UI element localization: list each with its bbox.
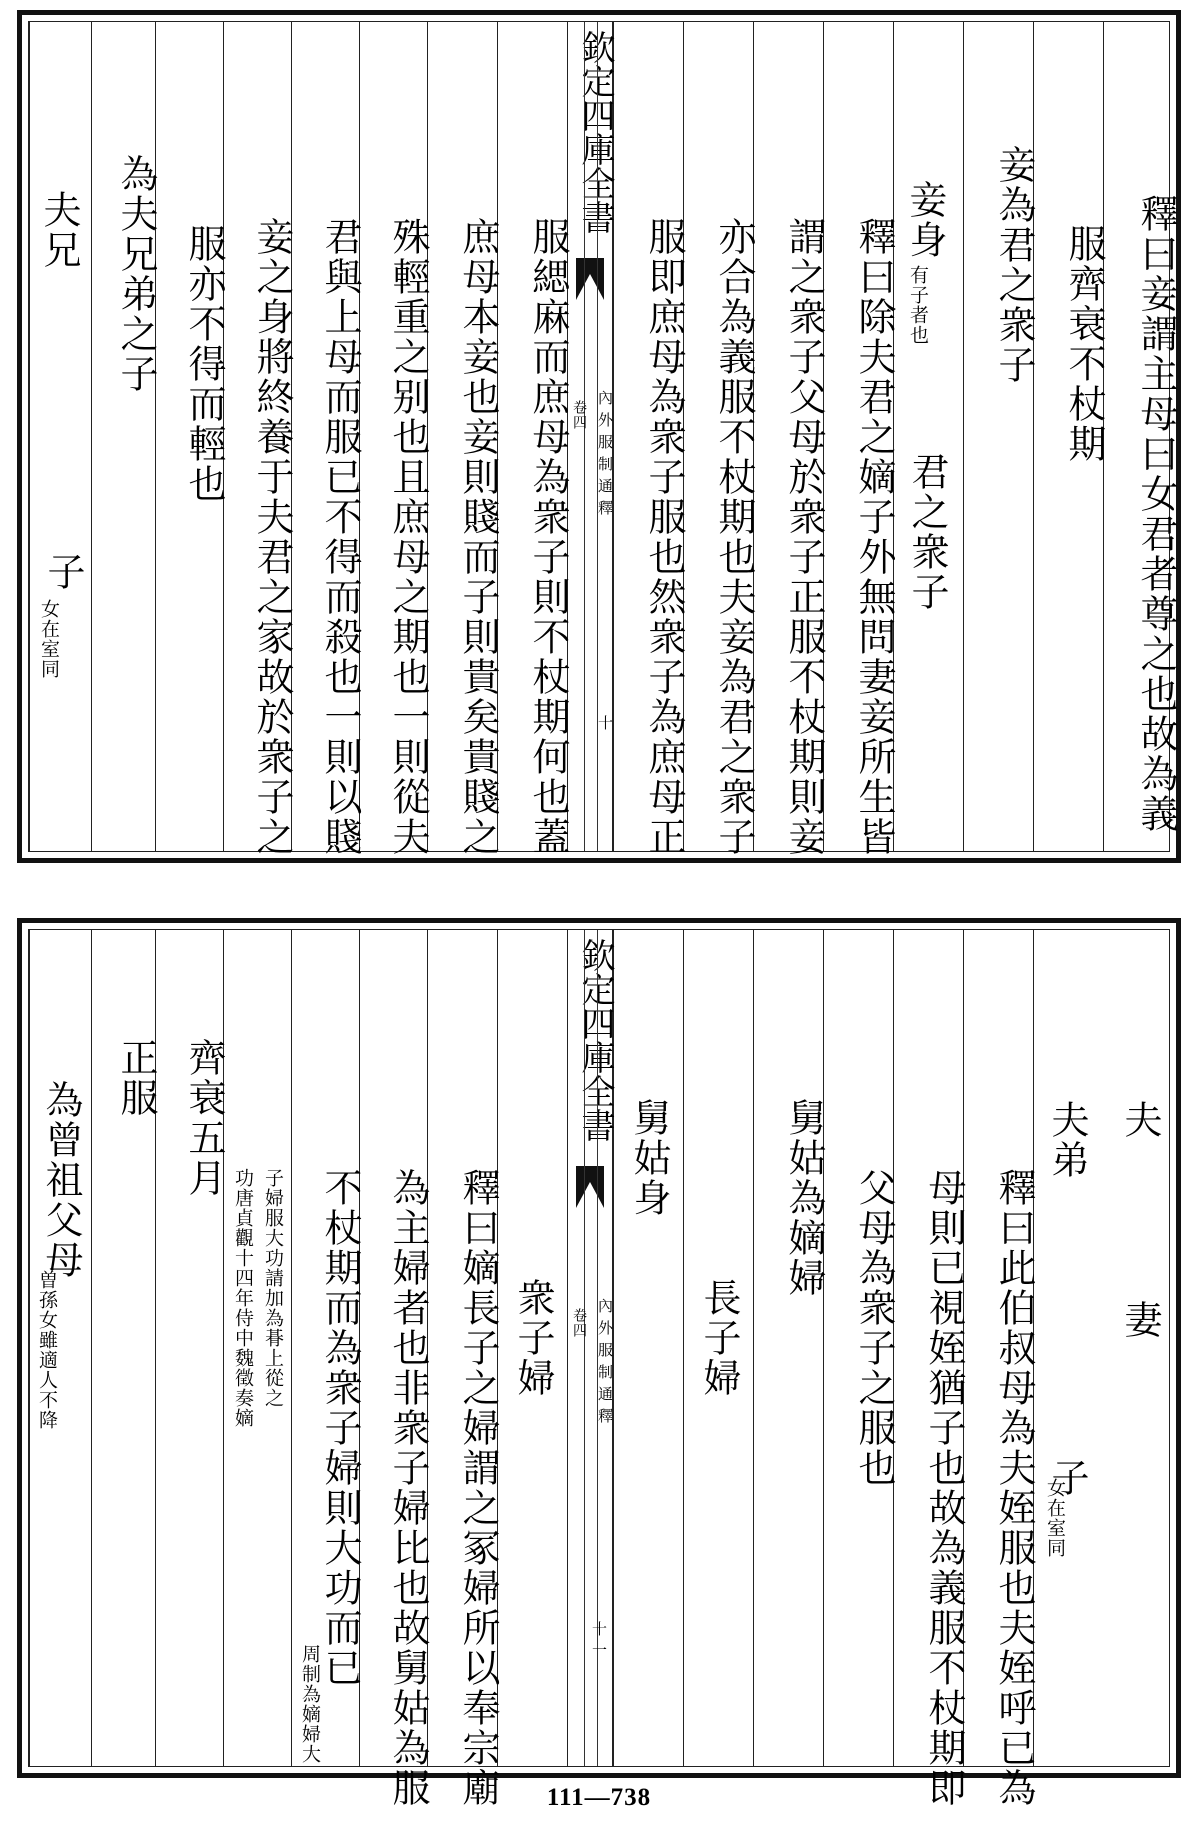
column-text-lower: 君之衆子 xyxy=(905,452,949,612)
column-text-lower: 子 xyxy=(41,552,85,592)
column-text: 夫 xyxy=(1118,1100,1162,1140)
text-column xyxy=(155,22,226,851)
column-annotation: 女在室同 xyxy=(38,599,60,679)
column-text: 服齊衰不杖期 xyxy=(1062,224,1106,464)
column-text: 釋曰此伯叔母為夫姪服也夫姪呼已為 xyxy=(992,1168,1036,1808)
top-page-frame xyxy=(28,21,1178,857)
column-text: 母則已視姪猶子也故為義服不杖期即 xyxy=(922,1168,966,1808)
column-text: 父母為衆子之服也 xyxy=(852,1168,896,1488)
column-text: 庶母本妾也妾則賤而子則貴矣貴賤之 xyxy=(456,217,500,857)
column-text: 釋曰除夫君之嫡子外無問妻妾所生皆 xyxy=(852,217,896,857)
column-text: 服亦不得而輕也 xyxy=(182,224,226,504)
column-text: 妾身 xyxy=(903,180,947,260)
text-column xyxy=(359,930,430,1808)
fishtail-mark xyxy=(576,258,604,300)
text-column xyxy=(753,22,826,857)
fold-line xyxy=(584,22,585,851)
text-column xyxy=(823,22,896,857)
column-text: 為主婦者也非衆子婦比也故舅姑為服 xyxy=(386,1168,430,1808)
column-text: 舅姑身 xyxy=(627,1098,671,1218)
text-column xyxy=(29,22,91,851)
book-title: 欽定四庫全書 xyxy=(575,938,615,1142)
column-text: 殊輕重之别也且庶母之期也一則從夫 xyxy=(386,217,430,857)
column-text: 妾為君之衆子 xyxy=(992,145,1036,385)
volume-label: 卷四 xyxy=(571,1308,587,1338)
column-text: 夫兄 xyxy=(37,190,81,270)
text-column xyxy=(291,22,362,857)
column-annotation: 曽孫女雖適人不降 xyxy=(36,1270,58,1430)
text-column xyxy=(427,930,500,1808)
column-text: 衆子婦 xyxy=(511,1278,555,1398)
text-column xyxy=(893,930,966,1808)
text-column xyxy=(497,22,570,857)
column-annotation: 女在室同 xyxy=(1044,1478,1066,1558)
column-text: 為夫兄弟之子 xyxy=(114,154,158,394)
text-column xyxy=(613,22,686,857)
column-text-lower: 子 xyxy=(1045,1458,1089,1498)
text-column xyxy=(893,22,963,851)
text-column xyxy=(613,930,683,1766)
text-column xyxy=(29,930,91,1766)
text-column xyxy=(91,22,158,851)
text-column xyxy=(1033,22,1106,851)
volume-label: 卷四 xyxy=(571,400,587,430)
text-column xyxy=(155,930,226,1766)
column-annotation: 有子者也 xyxy=(907,265,929,345)
top-page xyxy=(17,10,1181,863)
text-column xyxy=(963,930,1036,1808)
column-annotation: 功唐貞觀十四年侍中魏徵奏嫡 xyxy=(232,1168,254,1428)
column-text: 不杖期而為衆子婦則大功而已 xyxy=(318,1168,362,1688)
column-text: 君與上母而服已不得而殺也一則以賤 xyxy=(318,217,362,857)
text-column xyxy=(1103,930,1175,1766)
folio-number: 十 xyxy=(598,714,614,732)
text-column xyxy=(683,930,753,1766)
text-column xyxy=(1103,22,1178,851)
text-column xyxy=(223,930,291,1766)
column-text: 謂之衆子父母於衆子正服不杖期則妾 xyxy=(782,217,826,857)
work-title-label: 內外服制通釋 xyxy=(596,1298,614,1430)
column-annotation: 周制為嫡婦大 xyxy=(299,1644,321,1764)
column-text: 釋曰妾謂主母曰女君者尊之也故為義 xyxy=(1134,194,1178,834)
column-annotation: 子婦服大功請加為朞上從之 xyxy=(262,1168,284,1408)
column-text: 齊衰五月 xyxy=(182,1038,226,1198)
text-column xyxy=(1033,930,1103,1766)
fold-line xyxy=(584,930,585,1766)
text-column xyxy=(291,930,362,1766)
column-text: 服緦麻而庶母為衆子則不杖期何也蓋 xyxy=(526,217,570,857)
text-column xyxy=(427,22,500,857)
book-title: 欽定四庫全書 xyxy=(575,30,615,234)
text-column xyxy=(823,930,896,1766)
text-column xyxy=(497,930,567,1766)
column-text: 妾之身將終養于夫君之家故於衆子之 xyxy=(250,217,294,857)
folio-number: 十一 xyxy=(592,1620,608,1659)
text-column xyxy=(963,22,1036,851)
column-text-lower: 長子婦 xyxy=(697,1278,741,1398)
fold-column xyxy=(567,22,613,851)
column-text: 正服 xyxy=(114,1038,158,1118)
column-text: 服即庶母為衆子服也然衆子為庶母正 xyxy=(642,217,686,857)
column-text: 夫弟 xyxy=(1045,1100,1089,1180)
text-column xyxy=(91,930,158,1766)
text-column xyxy=(223,22,294,857)
work-title-label: 內外服制通釋 xyxy=(596,390,614,522)
fold-column xyxy=(567,930,613,1766)
text-column xyxy=(359,22,430,857)
page-number: 111—738 xyxy=(546,1784,652,1811)
column-text: 釋曰嫡長子之婦謂之冢婦所以奉宗廟 xyxy=(456,1168,500,1808)
text-column xyxy=(753,930,826,1766)
text-column xyxy=(683,22,756,857)
column-text: 為曾祖父母 xyxy=(39,1080,83,1280)
fishtail-mark xyxy=(576,1166,604,1208)
column-text-lower: 妻 xyxy=(1118,1300,1162,1340)
column-text: 舅姑為嫡婦 xyxy=(782,1098,826,1298)
column-text: 亦合為義服不杖期也夫妾為君之衆子 xyxy=(712,217,756,857)
